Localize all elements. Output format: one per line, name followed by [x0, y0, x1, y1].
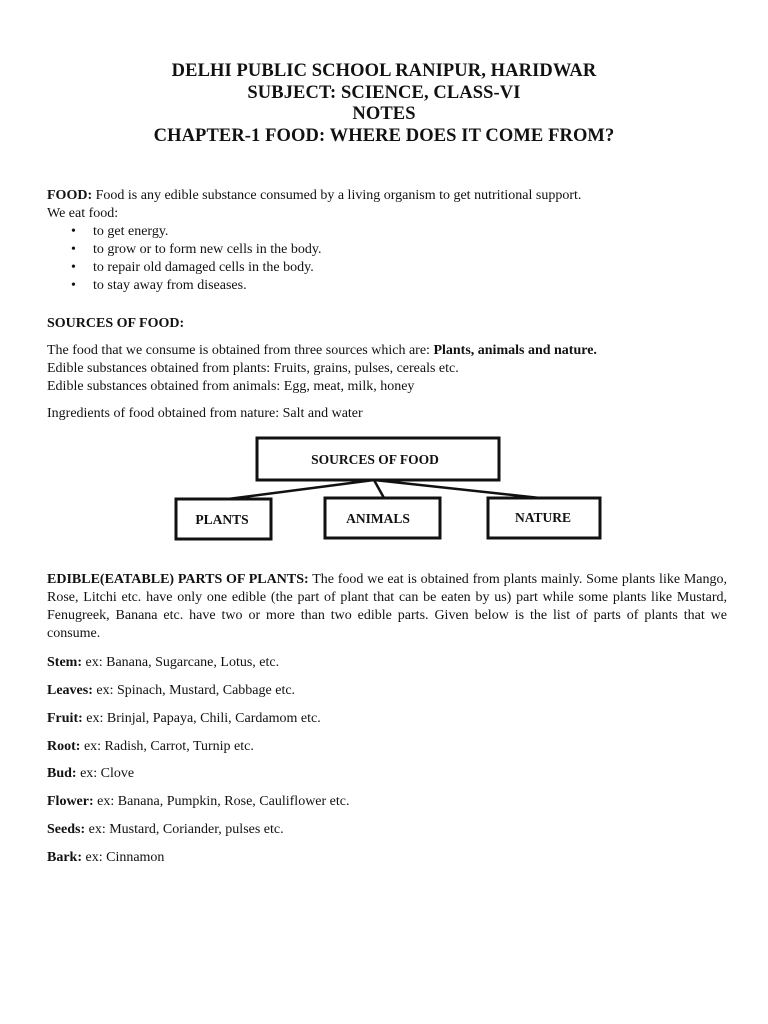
- edible-parts-paragraph: [47, 571, 727, 643]
- animals-label: ANIMALS: [346, 511, 410, 526]
- list-item: [47, 738, 254, 756]
- nature-box: [488, 498, 600, 538]
- list-item: [47, 710, 321, 728]
- part-label: Root:: [47, 739, 81, 754]
- list-item: [47, 849, 164, 867]
- sources-section: [47, 342, 727, 396]
- part-label: Flower:: [47, 794, 94, 809]
- list-item: [47, 765, 134, 783]
- bullet-icon: •: [71, 242, 76, 257]
- connector-animals: [374, 480, 384, 498]
- list-item-text: to get energy.: [93, 224, 169, 239]
- sources-intro-bold: Plants, animals and nature.: [433, 343, 597, 358]
- part-examples: ex: Spinach, Mustard, Cabbage etc.: [92, 683, 296, 698]
- list-item-text: to grow or to form new cells in the body.: [93, 242, 322, 257]
- list-item: [47, 821, 284, 839]
- part-examples: ex: Banana, Sugarcane, Lotus, etc.: [82, 655, 280, 670]
- bullet-icon: •: [71, 260, 76, 275]
- part-examples: ex: Brinjal, Papaya, Chili, Cardamom etc.: [82, 711, 321, 726]
- food-definition-text: Food is any edible substance consumed by a living organism to get nutritional support.: [92, 188, 582, 203]
- sources-heading: [47, 315, 727, 333]
- nature-line: Ingredients of food obtained from nature: Salt and water: [47, 406, 363, 421]
- part-examples: ex: Clove: [76, 766, 135, 781]
- list-item-text: to stay away from diseases.: [93, 278, 247, 293]
- sources-heading-block: [47, 315, 727, 333]
- part-examples: ex: Cinnamon: [82, 850, 165, 865]
- part-examples: ex: Mustard, Coriander, pulses etc.: [85, 822, 284, 837]
- bullet-icon: •: [71, 278, 76, 293]
- list-item: [47, 654, 279, 672]
- food-label: FOOD:: [47, 188, 93, 203]
- list-item: [47, 277, 727, 295]
- connector-nature: [374, 480, 540, 498]
- part-examples: ex: Banana, Pumpkin, Rose, Cauliflower etc.: [93, 794, 350, 809]
- part-label: Bark:: [47, 850, 82, 865]
- notes-title: NOTES: [352, 104, 416, 124]
- part-label: Seeds:: [47, 822, 86, 837]
- we-eat-food: We eat food:: [47, 206, 119, 221]
- plants-box: [176, 499, 271, 539]
- list-item-text: to repair old damaged cells in the body.: [93, 260, 314, 275]
- connector-plants: [228, 480, 374, 499]
- chapter-title: CHAPTER-1 FOOD: WHERE DOES IT COME FROM?: [153, 125, 615, 146]
- list-item: [47, 682, 295, 700]
- root-label: SOURCES OF FOOD: [311, 452, 439, 467]
- animals-line: Edible substances obtained from animals: Egg, meat, milk, honey: [47, 379, 415, 394]
- food-purpose-list: [47, 223, 727, 295]
- nature-label: NATURE: [514, 510, 572, 525]
- plants-line: Edible substances obtained from plants: Fruits, grains, pulses, cereals etc.: [47, 361, 459, 376]
- school-name: DELHI PUBLIC SCHOOL RANIPUR, HARIDWAR: [171, 61, 597, 81]
- edible-parts-section: [47, 571, 727, 643]
- food-definition: [47, 187, 727, 205]
- document-header: [0, 61, 768, 147]
- part-label: Stem:: [47, 655, 82, 670]
- list-item: [47, 259, 727, 277]
- part-label: Bud:: [47, 766, 77, 781]
- part-label: Fruit:: [47, 711, 83, 726]
- plants-label: PLANTS: [195, 512, 249, 527]
- bullet-icon: •: [71, 224, 76, 239]
- subject-line: SUBJECT: SCIENCE, CLASS-VI: [247, 82, 521, 103]
- part-examples: ex: Radish, Carrot, Turnip etc.: [80, 739, 254, 754]
- sources-heading-text: SOURCES OF FOOD:: [47, 316, 185, 331]
- food-section: [47, 187, 727, 295]
- list-item: [47, 793, 350, 811]
- nature-block: [47, 405, 727, 423]
- root-box: [257, 438, 499, 480]
- part-label: Leaves:: [47, 683, 93, 698]
- edible-parts-text: The food we eat is obtained from plants mainly. Some plants like Mango, Rose, Litchi etc. have only one edible (the part of plant that can be eaten by us) part while some plants like Mustard, Fenugreek, Banana etc. have two or more than two edible parts. Given below is the list of parts of plants that we consume.: [47, 572, 728, 641]
- list-item: [47, 241, 727, 259]
- animals-box: [325, 498, 440, 538]
- list-item: [47, 223, 727, 241]
- edible-parts-heading: EDIBLE(EATABLE) PARTS OF PLANTS:: [47, 572, 309, 587]
- sources-intro-text: The food that we consume is obtained from three sources which are:: [47, 343, 434, 358]
- sources-intro: [47, 342, 727, 360]
